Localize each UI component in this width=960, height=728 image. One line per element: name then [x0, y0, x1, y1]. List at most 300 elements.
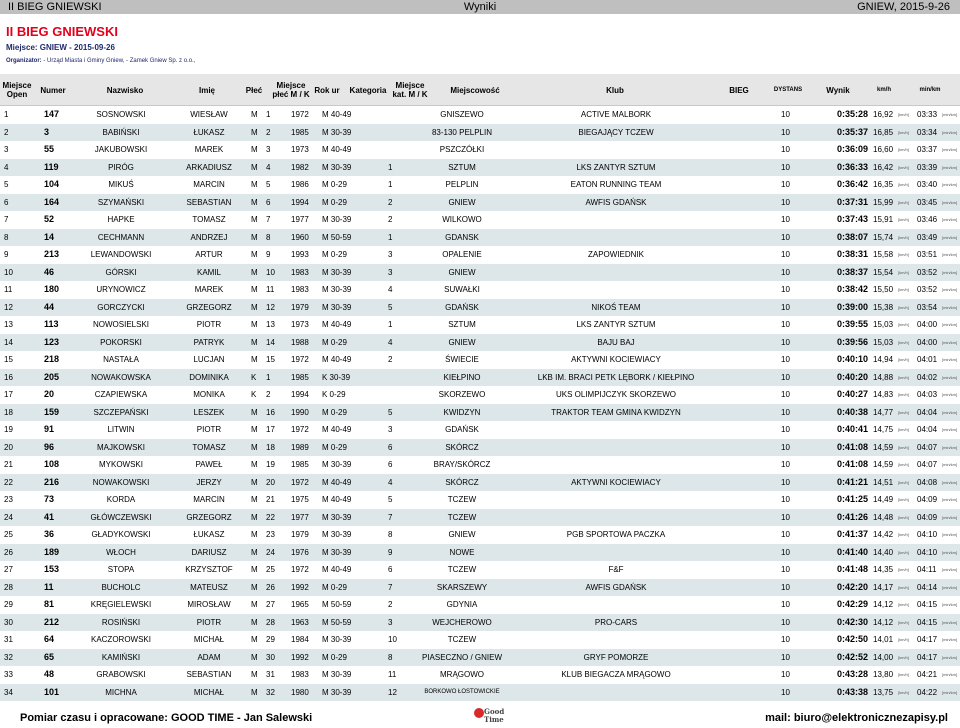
cell-place: 20 — [4, 442, 13, 452]
cell-distance: 10 — [781, 687, 790, 697]
header-num: Numer — [40, 85, 66, 95]
cell-club: LKB IM. BRACI PETK LĘBORK / KIEŁPINO — [537, 372, 695, 382]
cell-category: M 30-39 — [322, 635, 352, 644]
cell-distance: 10 — [781, 460, 790, 469]
header-firstname: Imię — [198, 85, 215, 95]
cell-year: 1989 — [291, 442, 309, 452]
cell-category: M 0-29 — [322, 652, 347, 662]
cell-sex: M — [251, 267, 258, 277]
cell-pace: 03:52 — [917, 285, 938, 294]
cell-surname: GÓRSKI — [105, 267, 137, 277]
table-row — [0, 176, 960, 193]
table-row — [0, 386, 960, 403]
cell-time: 0:41:21 — [836, 476, 868, 487]
cell-category: M 40-49 — [322, 320, 352, 329]
cell-firstname: ARKADIUSZ — [186, 162, 232, 172]
cell-place: 33 — [4, 670, 13, 679]
cell-speed-unit: [km/h] — [898, 252, 909, 257]
cell-sex-place: 1 — [266, 372, 271, 382]
cell-speed-unit: [km/h] — [898, 182, 909, 187]
cell-year: 1979 — [291, 302, 309, 312]
cell-sex: M — [251, 670, 258, 679]
cell-category: M 30-39 — [322, 162, 352, 172]
cell-pace: 03:52 — [917, 267, 938, 277]
cell-city: KIEŁPINO — [443, 372, 481, 382]
cell-sex: M — [251, 547, 258, 557]
cell-firstname: PIOTR — [196, 617, 222, 627]
cell-category: K 30-39 — [322, 372, 351, 382]
cell-pace-unit: [min/km] — [942, 147, 958, 152]
cell-number: 44 — [44, 301, 55, 312]
cell-city: NOWE — [449, 547, 475, 557]
cell-year: 1993 — [291, 250, 309, 259]
cell-speed: 15,54 — [873, 267, 894, 277]
cell-city: SKÓRCZ — [445, 477, 479, 487]
cell-time: 0:35:37 — [836, 126, 868, 137]
cell-sex-place: 21 — [266, 495, 275, 504]
cell-year: 1972 — [291, 110, 309, 119]
cell-distance: 10 — [781, 355, 790, 364]
cell-number: 20 — [44, 389, 55, 399]
cell-sex: M — [251, 442, 258, 452]
cell-category-place: 5 — [388, 407, 393, 417]
header-pace: min/km — [919, 86, 941, 93]
cell-sex-place: 20 — [266, 477, 275, 487]
table-row — [0, 491, 960, 508]
table-row — [0, 456, 960, 473]
cell-pace: 04:04 — [917, 407, 938, 417]
cell-speed-unit: [km/h] — [898, 584, 909, 590]
cell-time: 0:39:00 — [836, 301, 868, 312]
cell-pace-unit: [min/km] — [942, 164, 958, 170]
cell-speed: 15,03 — [873, 337, 894, 347]
cell-surname: SOSNOWSKI — [96, 110, 146, 119]
cell-firstname: MAREK — [194, 285, 224, 294]
cell-pace-unit: [min/km] — [942, 409, 958, 415]
cell-place: 26 — [4, 547, 13, 557]
cell-firstname: TOMASZ — [192, 215, 226, 224]
cell-place: 19 — [4, 425, 13, 434]
footer-timing: Pomiar czasu i opracowane: GOOD TIME - Jan Salewski — [20, 712, 313, 724]
cell-place: 1 — [4, 110, 9, 119]
cell-pace-unit: [min/km] — [942, 374, 958, 380]
cell-year: 1992 — [291, 582, 309, 592]
table-row — [0, 124, 960, 141]
cell-number: 101 — [44, 686, 60, 697]
cell-year: 1972 — [291, 425, 309, 434]
cell-pace: 04:11 — [917, 565, 937, 574]
cell-distance: 10 — [781, 495, 790, 504]
cell-speed: 14,75 — [873, 425, 894, 434]
header-sex-place: Miejsce płeć M / K — [272, 81, 310, 99]
cell-category: K 0-29 — [322, 390, 346, 399]
cell-place: 4 — [4, 162, 9, 172]
cell-speed-unit: [km/h] — [898, 637, 909, 642]
cell-place: 21 — [4, 460, 13, 469]
cell-speed-unit: [km/h] — [898, 549, 909, 555]
cell-pace-unit: [min/km] — [942, 322, 958, 327]
header-distance: DYSTANS — [773, 86, 803, 93]
table-row — [0, 666, 960, 683]
cell-distance: 10 — [781, 337, 790, 347]
cell-time: 0:40:27 — [836, 389, 868, 399]
cell-pace: 04:17 — [917, 652, 938, 662]
cell-time: 0:41:48 — [836, 564, 868, 574]
cell-speed: 16,42 — [873, 162, 894, 172]
cell-category-place: 1 — [388, 320, 393, 329]
cell-sex-place: 19 — [266, 460, 275, 469]
cell-sex: M — [251, 320, 258, 329]
cell-sex-place: 25 — [266, 565, 275, 574]
cell-category: M 30-39 — [322, 460, 352, 469]
cell-city: WILKOWO — [442, 215, 482, 224]
cell-surname: MICHNA — [105, 687, 137, 697]
cell-firstname: LUCJAN — [193, 355, 225, 364]
cell-category-place: 1 — [388, 232, 393, 242]
cell-category-place: 7 — [388, 512, 393, 522]
cell-distance: 10 — [781, 197, 790, 207]
cell-speed: 14,01 — [873, 635, 894, 644]
cell-category: M 0-29 — [322, 197, 347, 207]
cell-time: 0:41:37 — [836, 529, 868, 539]
cell-place: 25 — [4, 530, 13, 539]
cell-pace-unit: [min/km] — [942, 444, 958, 450]
cell-pace: 03:54 — [917, 302, 938, 312]
cell-pace: 04:10 — [917, 547, 938, 557]
cell-time: 0:41:25 — [836, 494, 868, 504]
header-year: Rok ur — [314, 85, 340, 95]
cell-surname: CECHMANN — [97, 232, 145, 242]
cell-year: 1963 — [291, 617, 309, 627]
cell-club: NIKOŚ TEAM — [591, 302, 641, 312]
cell-time: 0:41:26 — [836, 511, 868, 522]
cell-sex-place: 15 — [266, 355, 275, 364]
cell-sex: M — [251, 407, 258, 417]
cell-place: 18 — [4, 407, 13, 417]
cell-firstname: WIESŁAW — [190, 110, 228, 119]
cell-year: 1977 — [291, 215, 309, 224]
header-club: Klub — [606, 85, 624, 95]
footer — [0, 706, 960, 728]
cell-place: 24 — [4, 512, 13, 522]
cell-time: 0:37:43 — [836, 214, 868, 224]
cell-surname: KRĘGIELEWSKI — [90, 600, 152, 609]
cell-club: ACTIVE MALBORK — [580, 110, 652, 119]
cell-year: 1983 — [291, 267, 309, 277]
cell-club — [500, 281, 732, 298]
cell-category-place: 10 — [388, 635, 397, 644]
cell-number: 48 — [44, 669, 55, 679]
cell-category-place: 11 — [388, 670, 397, 679]
cell-distance: 10 — [781, 267, 790, 277]
cell-surname: SZCZEPAŃSKI — [93, 407, 149, 417]
cell-speed: 14,17 — [873, 582, 894, 592]
cell-pace: 04:02 — [917, 372, 938, 382]
cell-club: GRYF POMORZE — [583, 652, 649, 662]
cell-pace-unit: [min/km] — [942, 112, 958, 117]
cell-city: MRĄGOWO — [440, 670, 484, 679]
cell-number: 218 — [44, 354, 60, 364]
cell-pace: 04:00 — [917, 320, 938, 329]
cell-speed: 14,40 — [873, 547, 894, 557]
cell-category: M 30-39 — [322, 512, 352, 522]
cell-sex: M — [251, 337, 258, 347]
cell-speed: 15,38 — [873, 302, 894, 312]
cell-pace: 03:49 — [917, 232, 938, 242]
cell-firstname: MICHAŁ — [193, 635, 225, 644]
cell-speed-unit: [km/h] — [898, 357, 909, 362]
cell-sex: M — [251, 687, 258, 697]
organizer — [6, 58, 195, 64]
cell-time: 0:42:50 — [836, 634, 868, 644]
cell-speed: 14,88 — [873, 372, 894, 382]
cell-number: 147 — [44, 109, 60, 119]
cell-time: 0:40:41 — [836, 424, 868, 434]
cell-firstname: KAMIL — [196, 267, 221, 277]
cell-pace: 04:00 — [917, 337, 938, 347]
cell-firstname: DARIUSZ — [191, 547, 227, 557]
cell-place: 34 — [4, 687, 13, 697]
cell-speed-unit: [km/h] — [898, 427, 909, 432]
cell-distance: 10 — [781, 127, 790, 137]
cell-firstname: ADAM — [197, 652, 221, 662]
cell-sex-place: 7 — [266, 215, 271, 224]
cell-surname: BUCHOLC — [101, 582, 141, 592]
cell-pace: 04:22 — [917, 687, 938, 697]
cell-surname: LEWANDOWSKI — [90, 250, 152, 259]
cell-pace: 04:17 — [917, 635, 938, 644]
cell-sex-place: 28 — [266, 617, 275, 627]
cell-category-place: 6 — [388, 442, 393, 452]
cell-club — [500, 491, 732, 508]
table-row — [0, 211, 960, 228]
cell-speed: 13,80 — [873, 670, 894, 679]
cell-sex-place: 3 — [266, 145, 271, 154]
cell-time: 0:42:29 — [836, 599, 868, 609]
cell-sex: M — [251, 495, 258, 504]
cell-club: BAJU BAJ — [597, 337, 635, 347]
cell-pace: 03:46 — [917, 215, 938, 224]
cell-city: TCZEW — [447, 495, 477, 504]
cell-speed: 14,59 — [873, 460, 894, 469]
cell-place: 12 — [4, 302, 13, 312]
cell-category: M 50-59 — [322, 617, 352, 627]
cell-speed: 16,85 — [873, 127, 894, 137]
cell-distance: 10 — [781, 600, 790, 609]
cell-category: M 40-49 — [322, 110, 352, 119]
top-bar — [0, 0, 960, 14]
cell-category: M 0-29 — [322, 582, 347, 592]
cell-surname: GŁADYKOWSKI — [91, 530, 151, 539]
cell-surname: GŁÓWCZEWSKI — [90, 512, 152, 522]
cell-year: 1972 — [291, 477, 309, 487]
cell-speed: 16,60 — [873, 145, 894, 154]
cell-place: 7 — [4, 215, 9, 224]
cell-category-place: 3 — [388, 250, 393, 259]
cell-year: 1985 — [291, 127, 309, 137]
table-row — [0, 404, 960, 421]
cell-club: KLUB BIEGACZA MRĄGOWO — [561, 670, 671, 679]
table-row — [0, 159, 960, 176]
cell-firstname: TOMASZ — [192, 442, 226, 452]
cell-category: M 30-39 — [322, 285, 352, 294]
cell-speed: 15,99 — [873, 197, 894, 207]
cell-sex: M — [251, 565, 258, 574]
table-row — [0, 194, 960, 211]
cell-speed: 14,83 — [873, 390, 894, 399]
cell-year: 1984 — [291, 635, 309, 644]
cell-speed-unit: [km/h] — [898, 602, 909, 607]
cell-speed: 15,58 — [873, 250, 894, 259]
cell-pace-unit: [min/km] — [942, 602, 958, 607]
cell-pace: 03:34 — [917, 127, 938, 137]
cell-city: SKARSZEWY — [436, 582, 488, 592]
cell-speed: 13,75 — [873, 687, 894, 697]
cell-year: 1985 — [291, 372, 309, 382]
cell-distance: 10 — [781, 565, 790, 574]
cell-year: 1983 — [291, 285, 309, 294]
cell-surname: BABIŃSKI — [102, 127, 140, 137]
cell-pace: 03:37 — [917, 145, 938, 154]
cell-city: ŚWIECIE — [445, 355, 479, 364]
table-row — [0, 334, 960, 351]
cell-speed: 14,94 — [873, 355, 894, 364]
cell-city: TCZEW — [447, 635, 477, 644]
cell-firstname: PIOTR — [196, 425, 222, 434]
cell-pace-unit: [min/km] — [942, 497, 958, 502]
header-sex: Płeć — [245, 85, 263, 95]
cell-surname: NASTAŁA — [103, 355, 139, 364]
cell-surname: KAMIŃSKI — [101, 652, 141, 662]
cell-sex: M — [251, 477, 258, 487]
cell-sex: M — [251, 110, 258, 119]
cell-distance: 10 — [781, 477, 790, 487]
cell-year: 1985 — [291, 460, 309, 469]
organizer-text: - Urząd Miasta i Gminy Gniew, - Zamek Gniew Sp. z o.o., — [41, 58, 196, 64]
cell-place: 5 — [4, 180, 9, 189]
cell-pace-unit: [min/km] — [942, 619, 958, 625]
cell-pace: 04:14 — [917, 582, 938, 592]
cell-distance: 10 — [781, 652, 790, 662]
cell-speed-unit: [km/h] — [898, 672, 909, 677]
cell-pace-unit: [min/km] — [942, 199, 958, 205]
cell-speed-unit: [km/h] — [898, 392, 909, 397]
cell-number: 159 — [44, 406, 60, 417]
cell-year: 1960 — [291, 232, 309, 242]
cell-speed: 14,00 — [873, 652, 894, 662]
cell-year: 1982 — [291, 162, 309, 172]
cell-firstname: SEBASTIAN — [186, 670, 232, 679]
cell-city: SZTUM — [448, 162, 476, 172]
table-row — [0, 281, 960, 298]
cell-category-place: 6 — [388, 565, 393, 574]
cell-sex-place: 30 — [266, 652, 275, 662]
cell-sex-place: 4 — [266, 162, 271, 172]
cell-surname: MIKUŚ — [108, 180, 134, 189]
cell-city: KWIDZYN — [443, 407, 481, 417]
cell-club: PGB SPORTOWA PACZKA — [566, 530, 666, 539]
cell-speed-unit: [km/h] — [898, 112, 909, 117]
cell-place: 17 — [4, 390, 13, 399]
cell-category-place: 12 — [388, 687, 397, 697]
cell-number: 91 — [44, 424, 55, 434]
cell-sex: M — [251, 302, 258, 312]
cell-time: 0:39:55 — [836, 319, 868, 329]
cell-surname: STOPA — [107, 565, 135, 574]
cell-club — [500, 211, 732, 228]
cell-speed: 14,12 — [873, 600, 894, 609]
cell-distance: 10 — [781, 670, 790, 679]
cell-surname: NOWAKOWSKI — [92, 477, 150, 487]
cell-number: 11 — [44, 581, 54, 592]
cell-club: AKTYWNI KOCIEWIACY — [571, 355, 661, 364]
cell-pace-unit: [min/km] — [942, 182, 958, 187]
cell-speed: 16,35 — [873, 180, 894, 189]
cell-place: 28 — [4, 582, 13, 592]
cell-club: EATON RUNNING TEAM — [570, 180, 662, 189]
logo-text: Good Time — [484, 707, 505, 724]
header-city: Miejscowość — [450, 85, 500, 95]
cell-number: 73 — [44, 494, 55, 504]
cell-number: 189 — [44, 546, 60, 557]
cell-surname: KORDA — [106, 495, 136, 504]
cell-pace: 04:03 — [917, 390, 938, 399]
cell-speed: 14,12 — [873, 617, 894, 627]
cell-number: 216 — [44, 476, 60, 487]
cell-place: 13 — [4, 320, 13, 329]
cell-sex-place: 10 — [266, 267, 275, 277]
cell-place: 14 — [4, 337, 13, 347]
cell-category: M 30-39 — [322, 267, 352, 277]
cell-pace: 04:09 — [917, 512, 938, 522]
cell-distance: 10 — [781, 145, 790, 154]
cell-category: M 0-29 — [322, 337, 347, 347]
cell-speed-unit: [km/h] — [898, 164, 909, 170]
cell-surname: MYKOWSKI — [98, 460, 143, 469]
cell-club: AKTYWNI KOCIEWIACY — [571, 477, 661, 487]
cell-number: 46 — [44, 266, 55, 277]
cell-sex-place: 31 — [266, 670, 275, 679]
cell-distance: 10 — [781, 442, 790, 452]
cell-place: 30 — [4, 617, 13, 627]
cell-category: M 40-49 — [322, 565, 352, 574]
cell-pace-unit: [min/km] — [942, 672, 958, 677]
cell-pace-unit: [min/km] — [942, 462, 958, 467]
cell-surname: KACZOROWSKI — [90, 635, 151, 644]
cell-city: OPALENIE — [442, 250, 482, 259]
cell-year: 1976 — [291, 547, 309, 557]
cell-sex-place: 27 — [266, 600, 275, 609]
cell-sex: K — [251, 390, 257, 399]
cell-pace-unit: [min/km] — [942, 392, 958, 397]
cell-category: M 0-29 — [322, 180, 347, 189]
cell-place: 32 — [4, 652, 13, 662]
cell-city: SZTUM — [448, 320, 476, 329]
cell-pace: 04:15 — [917, 617, 938, 627]
cell-time: 0:38:07 — [836, 231, 868, 242]
cell-speed: 15,50 — [873, 285, 894, 294]
cell-sex: M — [251, 197, 258, 207]
cell-year: 1986 — [291, 180, 309, 189]
cell-speed-unit: [km/h] — [898, 567, 909, 572]
cell-surname: LITWIN — [107, 425, 135, 434]
cell-pace: 03:33 — [917, 110, 938, 119]
cell-speed: 15,91 — [873, 215, 894, 224]
cell-sex: M — [251, 582, 258, 592]
table-header — [0, 74, 960, 106]
cell-category: M 40-49 — [322, 425, 352, 434]
cell-surname: ROSIŃSKI — [101, 617, 141, 627]
